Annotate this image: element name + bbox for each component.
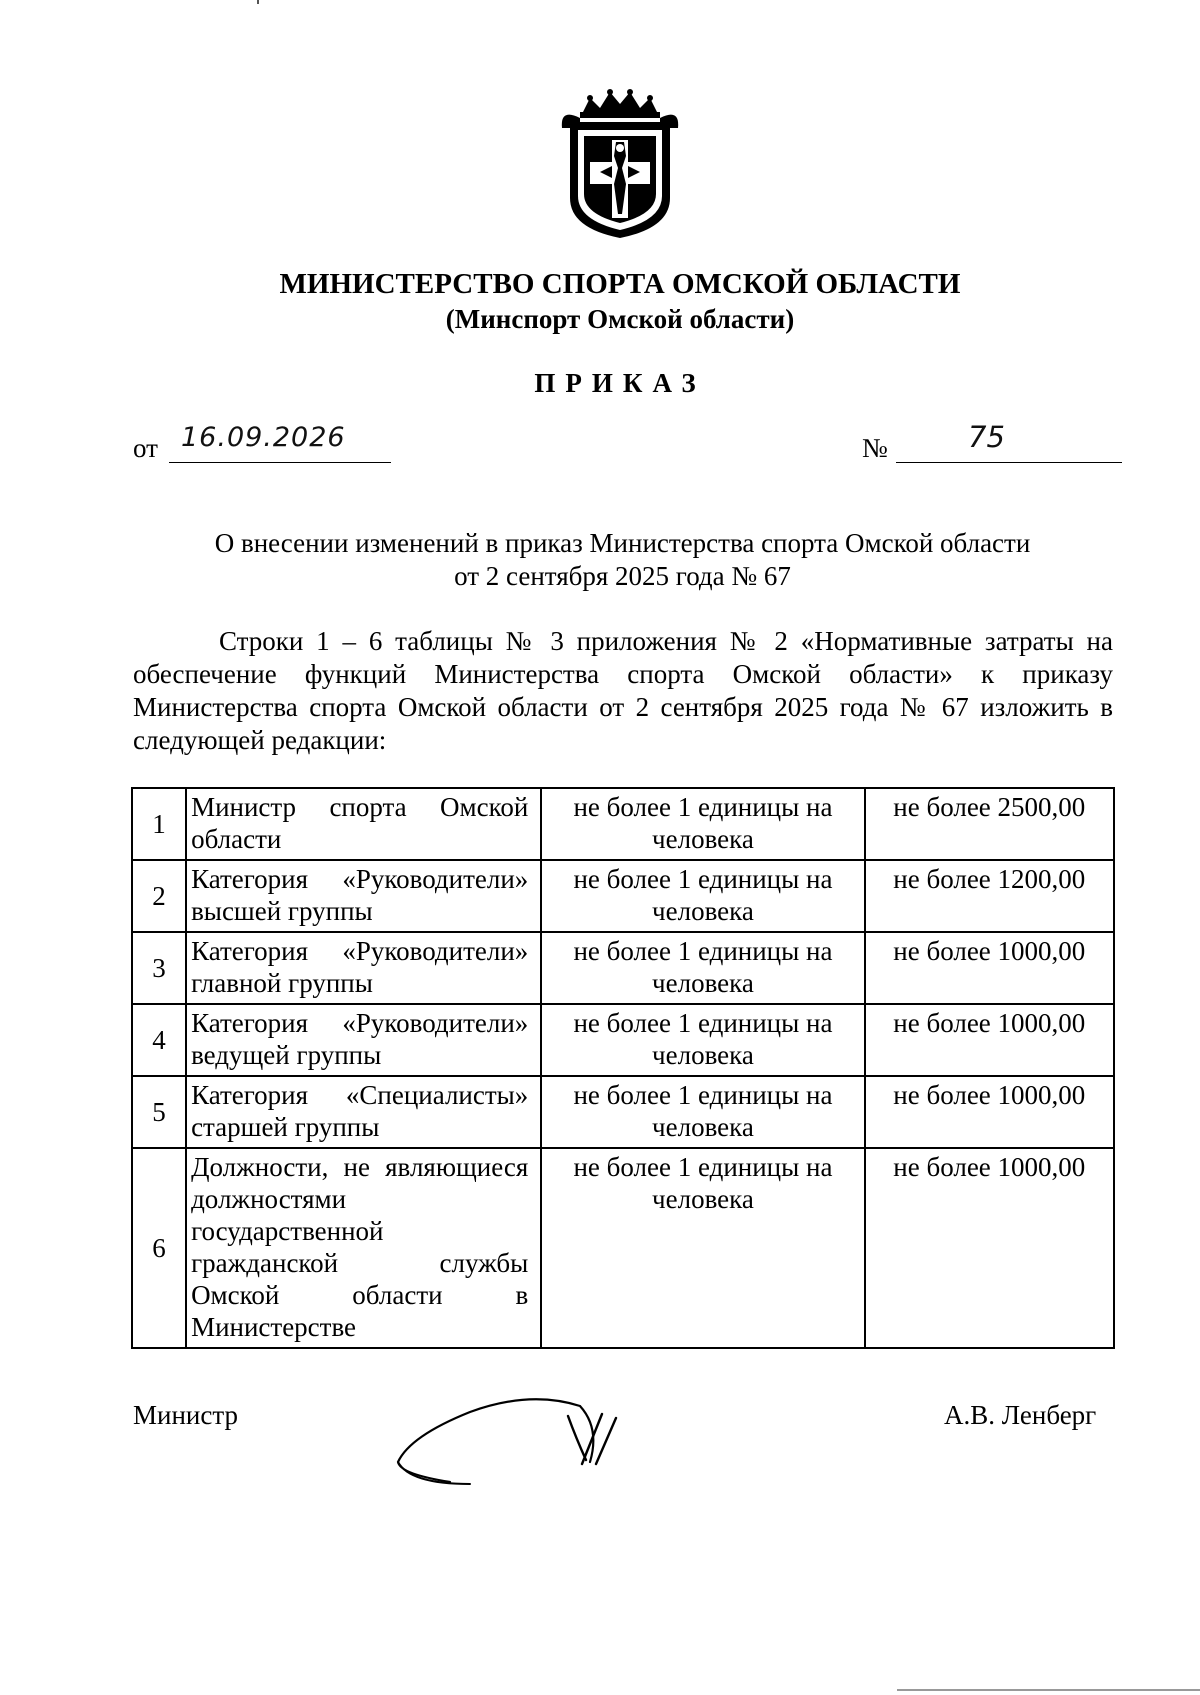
- row-position: Категория «Руководители» главной группы: [186, 932, 541, 1004]
- document-type: ПРИКАЗ: [534, 368, 706, 398]
- ministry-short-title: (Минспорт Омской области): [445, 304, 795, 334]
- row-price: не более 1000,00: [865, 1004, 1114, 1076]
- subject-line-2: от 2 сентября 2025 года № 67: [454, 561, 791, 591]
- row-price: не более 1000,00: [865, 1148, 1114, 1348]
- row-price: не более 2500,00: [865, 788, 1114, 860]
- table-row: [132, 788, 1114, 860]
- row-number: 6: [132, 1148, 186, 1348]
- row-quantity: не более 1 единицы на человека: [541, 932, 864, 1004]
- handwritten-signature: [390, 1388, 650, 1498]
- row-number: 1: [132, 788, 186, 860]
- row-position: Категория «Специалисты» старшей группы: [186, 1076, 541, 1148]
- row-number: 5: [132, 1076, 186, 1148]
- row-quantity: не более 1 единицы на человека: [541, 1076, 864, 1148]
- body-paragraph: Строки 1 – 6 таблицы № 3 приложения № 2 «Нормативные затраты на обеспечение функций Министерства спорта Омской области» к приказу Министерства спорта Омской области от 2 сентября 2025 года № 67 изложить в следующей редакции:: [133, 626, 1113, 755]
- row-number: 3: [132, 932, 186, 1004]
- row-quantity: не более 1 единицы на человека: [541, 1148, 864, 1348]
- row-position: Министр спорта Омской области: [186, 788, 541, 860]
- row-price: не более 1000,00: [865, 1076, 1114, 1148]
- order-date: 16.09.2026: [181, 422, 346, 453]
- table-row: [132, 860, 1114, 932]
- signer-name: А.В. Ленберг: [944, 1400, 1097, 1430]
- number-underline: [896, 430, 1122, 463]
- row-number: 4: [132, 1004, 186, 1076]
- row-price: не более 1200,00: [865, 860, 1114, 932]
- row-quantity: не более 1 единицы на человека: [541, 788, 864, 860]
- row-position: Категория «Руководители» высшей группы: [186, 860, 541, 932]
- table-row: [132, 932, 1114, 1004]
- row-price: не более 1000,00: [865, 932, 1114, 1004]
- row-number: 2: [132, 860, 186, 932]
- number-prefix: №: [862, 433, 888, 463]
- order-subject: [0, 527, 1200, 593]
- order-number: 75: [968, 420, 1005, 454]
- date-prefix: от: [133, 433, 158, 463]
- row-quantity: не более 1 единицы на человека: [541, 1004, 864, 1076]
- ministry-title: МИНИСТЕРСТВО СПОРТА ОМСКОЙ ОБЛАСТИ: [279, 268, 961, 300]
- scan-edge-line: [897, 1689, 1200, 1691]
- table-row: [132, 1076, 1114, 1148]
- signer-title: Министр: [133, 1400, 238, 1430]
- row-position: Категория «Руководители» ведущей группы: [186, 1004, 541, 1076]
- table-row: [132, 1148, 1114, 1348]
- row-position: Должности, не являющиеся должностями государственной гражданской службы Омской области в Министерстве: [186, 1148, 541, 1348]
- table-row: [132, 1004, 1114, 1076]
- subject-line-1: О внесении изменений в приказ Министерства спорта Омской области: [214, 528, 1031, 558]
- row-quantity: не более 1 единицы на человека: [541, 860, 864, 932]
- scan-mark: [257, 0, 259, 4]
- coat-of-arms-icon: [560, 88, 680, 240]
- costs-table: [131, 787, 1115, 1349]
